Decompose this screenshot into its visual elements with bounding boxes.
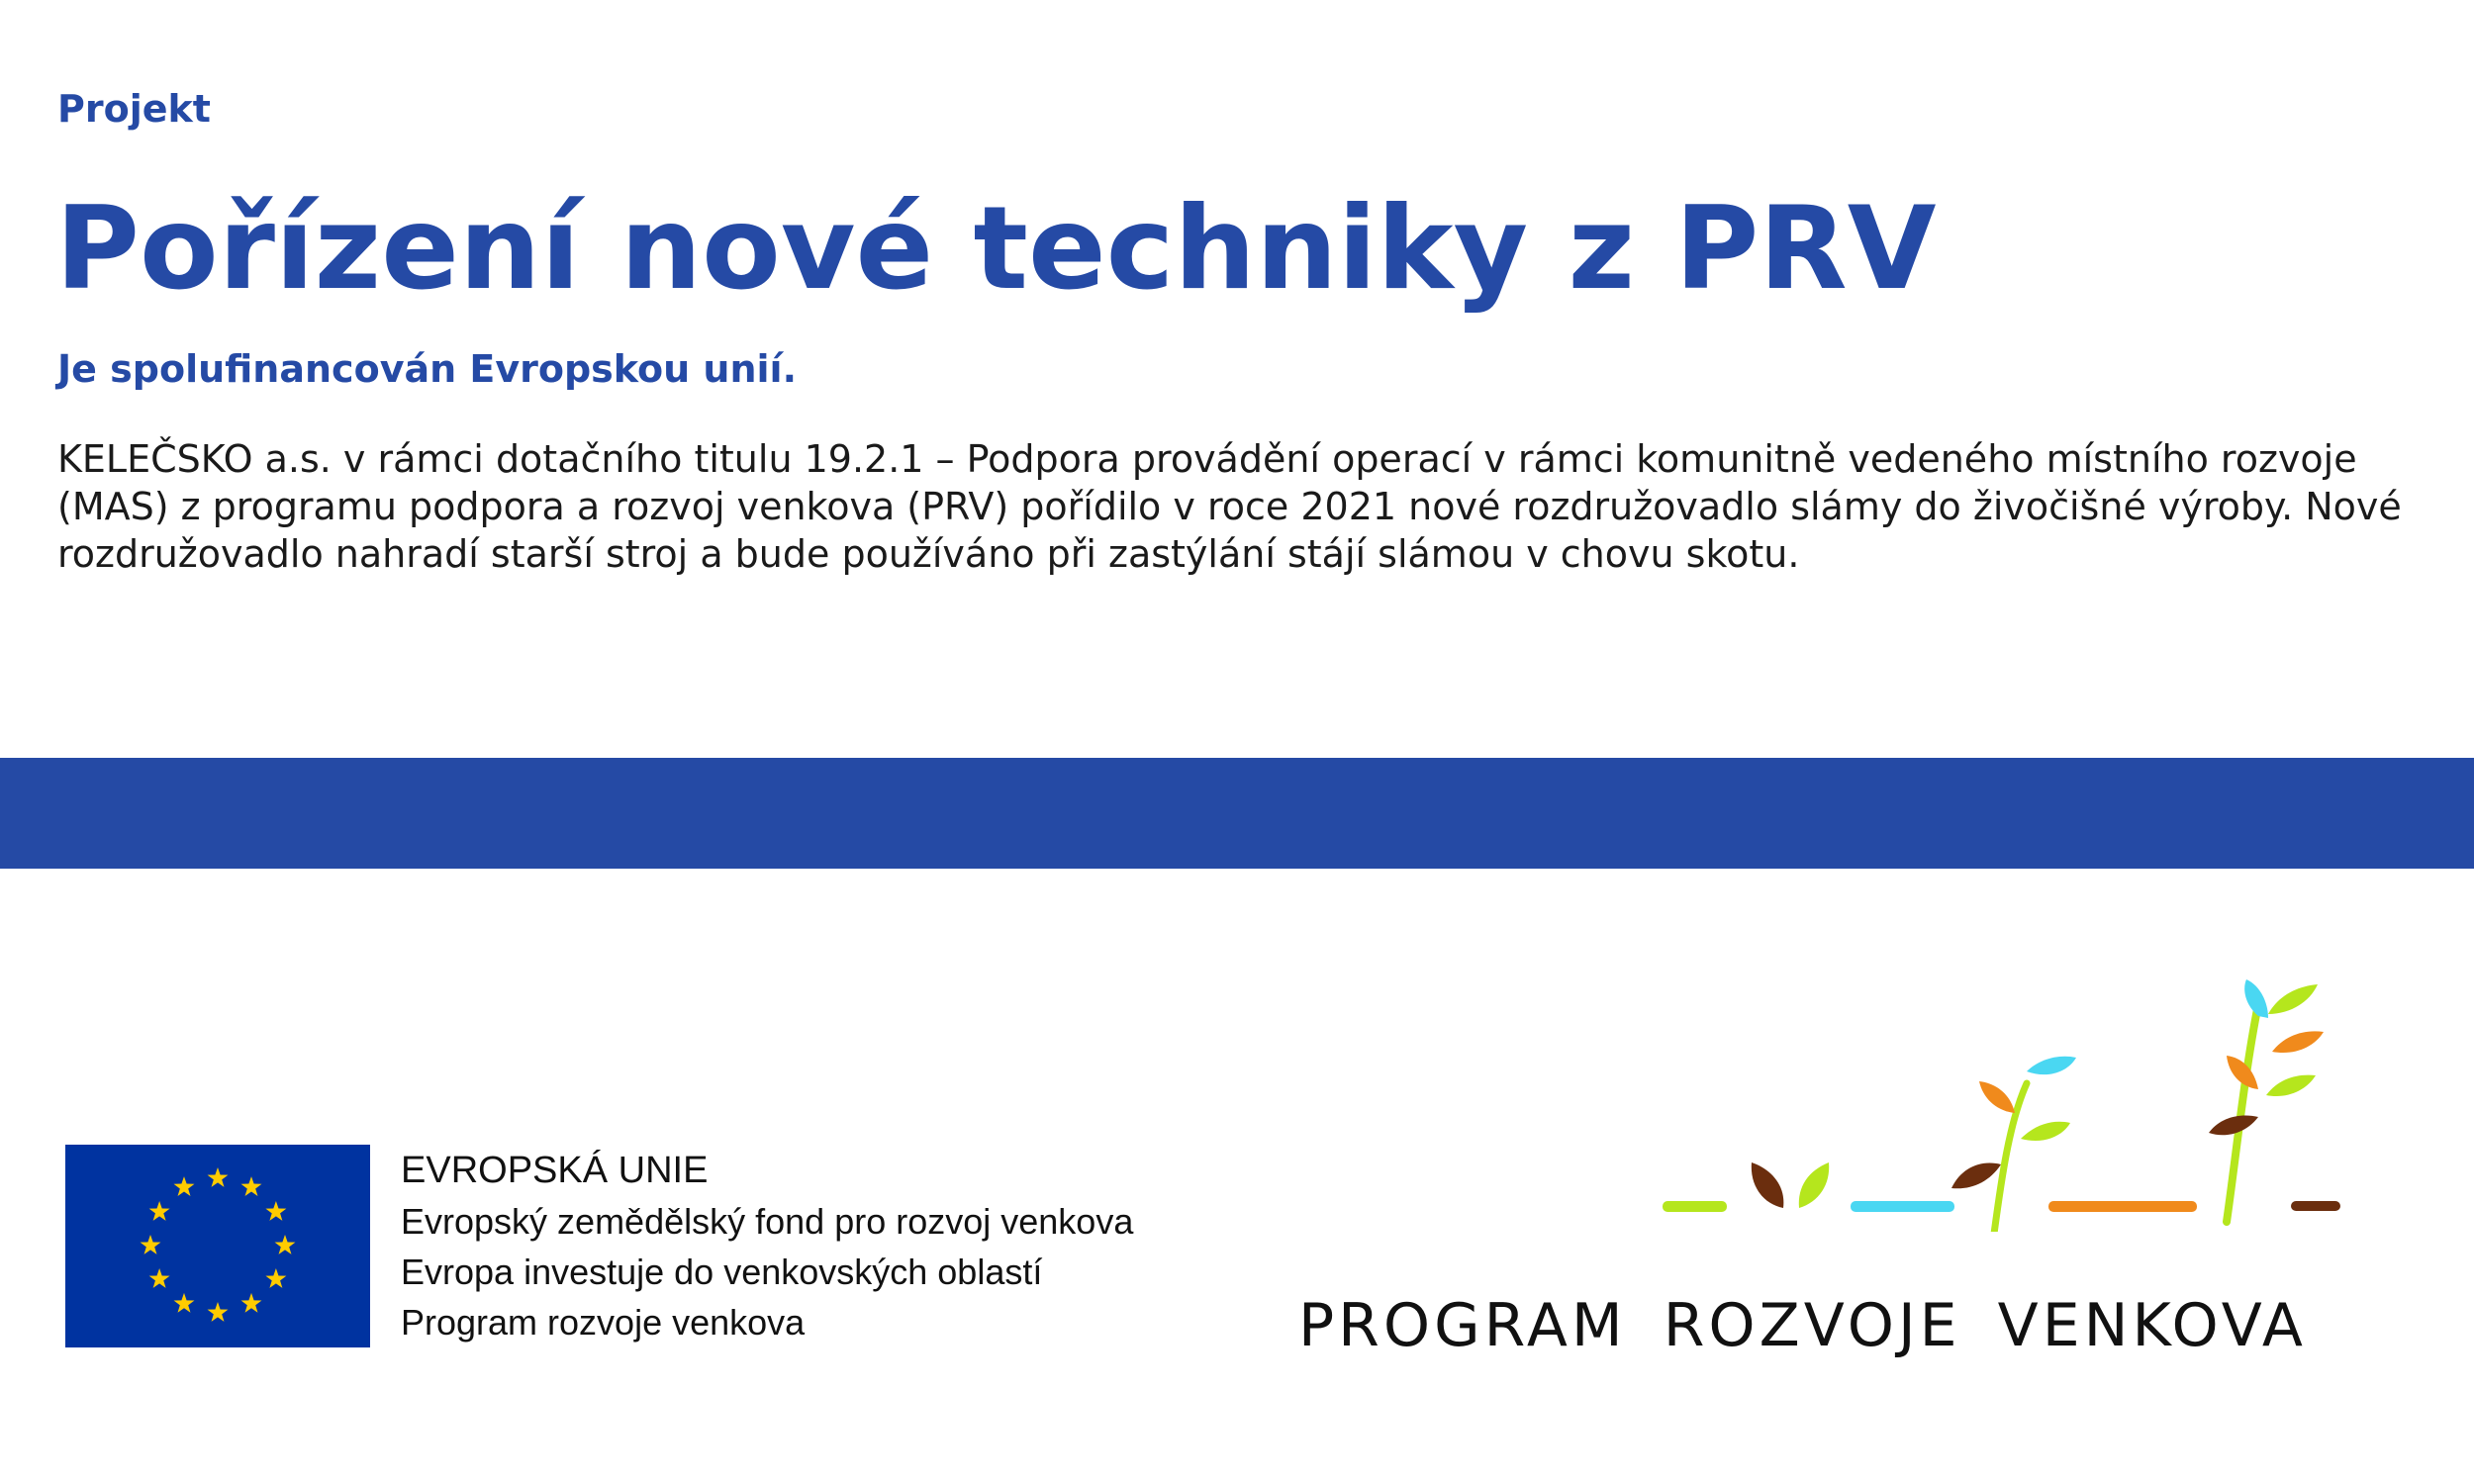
blue-divider-band <box>0 758 2474 869</box>
eu-flag-icon <box>65 1145 370 1347</box>
eu-title: EVROPSKÁ UNIE <box>401 1150 709 1191</box>
eu-fund-info <box>401 1146 1133 1347</box>
project-description: KELEČSKO a.s. v rámci dotačního titulu 19.2.1 – Podpora provádění operací v rámci komunitně vedeného místního rozvoje (MAS) z programu podpora a rozvoj venkova (PRV) pořídilo v roce 2021 nové rozdružovadlo slámy do živočišné výroby. Nové rozdružovadlo nahradí starší stroj a bude používáno při zastýlání stájí slámou v chovu skotu. <box>57 437 2402 576</box>
eu-fund-line: Evropský zemědělský fond pro rozvoj venkova <box>401 1201 1134 1242</box>
cofinancing-note: Je spolufinancován Evropskou unií. <box>57 347 798 391</box>
prv-program-name: PROGRAM ROZVOJE VENKOVA <box>1298 1291 2307 1360</box>
project-label: Projekt <box>57 87 211 131</box>
eu-program-line: Program rozvoje venkova <box>401 1302 806 1343</box>
sprouting-plants-icon <box>1653 974 2365 1232</box>
eu-invest-line: Evropa investuje do venkovských oblastí <box>401 1252 1043 1292</box>
project-title: Pořízení nové techniky z PRV <box>55 182 1937 316</box>
